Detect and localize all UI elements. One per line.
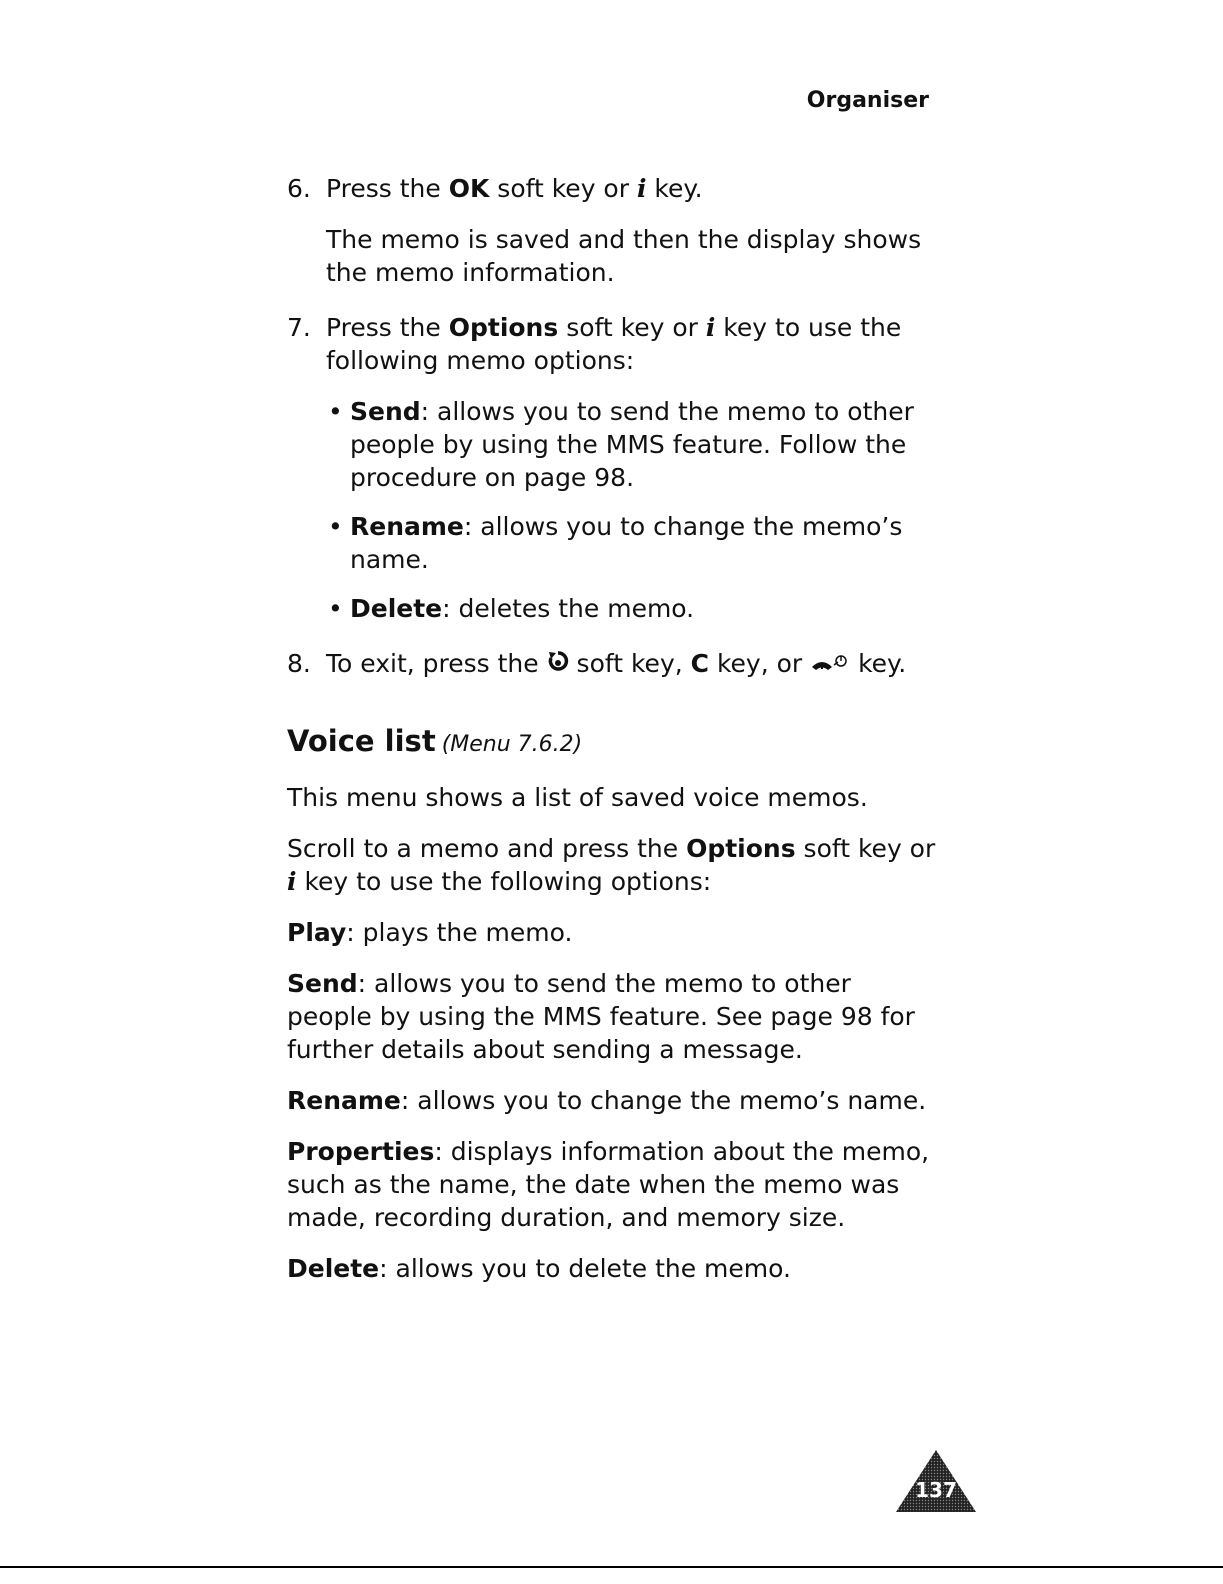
step-7 bbox=[287, 311, 937, 625]
list-item: • Rename: allows you to change the memo’s name. bbox=[326, 510, 937, 576]
info-key-icon: i bbox=[705, 313, 716, 342]
page-number-badge bbox=[894, 1448, 978, 1514]
page-header: Organiser bbox=[806, 88, 929, 113]
memo-options-list bbox=[326, 395, 937, 625]
info-key-icon: i bbox=[287, 867, 297, 896]
section-intro: This menu shows a list of saved voice memos. bbox=[287, 783, 868, 812]
end-power-key-icon bbox=[810, 650, 850, 683]
list-item: • Delete: deletes the memo. bbox=[326, 592, 937, 625]
step-6 bbox=[287, 172, 937, 289]
menu-reference: (Menu 7.6.2) bbox=[441, 732, 583, 757]
document-body bbox=[287, 172, 937, 1303]
step-8 bbox=[287, 647, 937, 683]
step-number: 7. bbox=[287, 313, 311, 342]
step-instruction: Press the Options soft key or i key to use the following memo options: bbox=[326, 313, 902, 375]
list-item: • Send: allows you to send the memo to other people by using the MMS feature. Follow the procedure on page 98. bbox=[326, 395, 937, 494]
step-instruction: To exit, press the soft key, C key, or key. bbox=[326, 647, 937, 683]
back-arrow-icon bbox=[547, 649, 569, 683]
option-delete: Delete: allows you to delete the memo. bbox=[287, 1254, 791, 1283]
section-title: Voice list (Menu 7.6.2) bbox=[287, 724, 583, 758]
bottom-divider bbox=[0, 1566, 1223, 1568]
option-properties: Properties: displays information about the memo, such as the name, the date when the memo was made, recording duration, and memory size. bbox=[287, 1137, 930, 1232]
options-key-label: Options bbox=[448, 313, 559, 342]
scroll-instruction: Scroll to a memo and press the Options soft key or i key to use the following options: bbox=[287, 834, 936, 896]
c-key-label: C bbox=[690, 649, 709, 678]
ok-key-label: OK bbox=[448, 174, 490, 203]
step-instruction: Press the OK soft key or i key. bbox=[326, 174, 703, 203]
step-detail: The memo is saved and then the display shows the memo information. bbox=[326, 225, 922, 287]
option-rename: Rename: allows you to change the memo’s name. bbox=[287, 1086, 927, 1115]
step-number: 8. bbox=[287, 649, 311, 678]
page-number: 137 bbox=[915, 1478, 957, 1502]
info-key-icon: i bbox=[636, 174, 647, 203]
step-number: 6. bbox=[287, 174, 311, 203]
option-send: Send: allows you to send the memo to other people by using the MMS feature. See page 98 for further details about sending a message. bbox=[287, 969, 915, 1064]
option-play: Play: plays the memo. bbox=[287, 918, 573, 947]
